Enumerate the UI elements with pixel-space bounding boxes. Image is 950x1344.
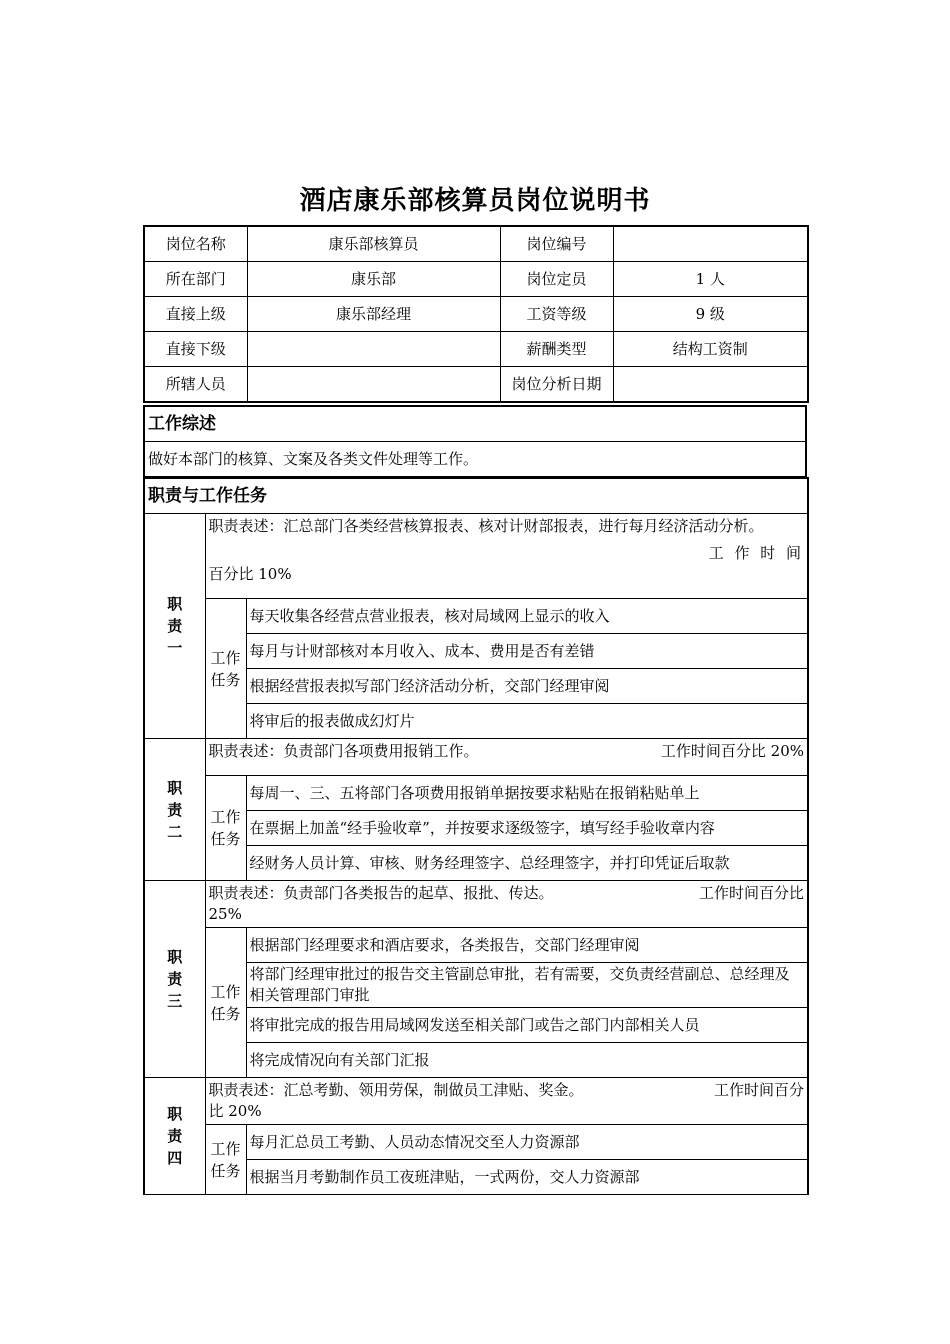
duty-label: 职责三: [144, 881, 205, 1078]
info-row: [144, 262, 808, 297]
info-value: [247, 332, 500, 367]
info-value: [613, 226, 808, 262]
info-value: [613, 367, 808, 403]
info-key: 所辖人员: [144, 367, 247, 403]
info-key: 岗位定员: [500, 262, 613, 297]
info-value: 康乐部: [247, 262, 500, 297]
info-key: 工资等级: [500, 297, 613, 332]
duty-description: 职责表述：汇总部门各类经营核算报表、核对计财部报表，进行每月经济活动分析。: [208, 517, 764, 535]
info-key: 直接上级: [144, 297, 247, 332]
info-key: 岗位分析日期: [500, 367, 613, 403]
info-row: [144, 367, 808, 403]
info-value: 1 人: [613, 262, 808, 297]
duty-label: 职责二: [144, 739, 205, 881]
info-value: [247, 367, 500, 403]
task-item: 根据经营报表拟写部门经济活动分析，交部门经理审阅: [246, 669, 808, 704]
duty-description-row: [144, 739, 808, 776]
info-key: 薪酬类型: [500, 332, 613, 367]
duty-time-share: 工作时间百分比 20%: [660, 742, 805, 760]
duty-label: 职责一: [144, 514, 205, 739]
duties-table: [143, 477, 809, 1195]
duty-time-share-cont: 百分比 10%: [208, 565, 292, 583]
summary-text: 做好本部门的核算、文案及各类文件处理等工作。: [144, 442, 806, 477]
duty-description: 职责表述：负责部门各项费用报销工作。: [208, 742, 479, 760]
duties-heading: 职责与工作任务: [144, 478, 808, 514]
task-item: 将审批完成的报告用局域网发送至相关部门或告之部门内部相关人员: [246, 1008, 808, 1043]
task-item: 每月汇总员工考勤、人员动态情况交至人力资源部: [246, 1125, 808, 1160]
task-label: 工作任务: [205, 928, 246, 1078]
info-row: [144, 297, 808, 332]
task-label: 工作任务: [205, 599, 246, 739]
duty-label: 职责四: [144, 1078, 205, 1195]
duty-time-share: 工作时间百分比: [699, 884, 805, 902]
task-item: 每月与计财部核对本月收入、成本、费用是否有差错: [246, 634, 808, 669]
position-info-table: [143, 225, 809, 403]
duty-time-share-cont: 25%: [208, 905, 242, 923]
duty-description-row: [144, 1078, 808, 1125]
task-item: 将审后的报表做成幻灯片: [246, 704, 808, 739]
info-key: 直接下级: [144, 332, 247, 367]
duty-description: 职责表述：汇总考勤、领用劳保，制做员工津贴、奖金。: [208, 1081, 584, 1099]
document-title: 酒店康乐部核算员岗位说明书: [299, 186, 651, 216]
info-key: 岗位名称: [144, 226, 247, 262]
info-value: 康乐部经理: [247, 297, 500, 332]
info-value: 9 级: [613, 297, 808, 332]
duty-time-share: 工 作 时 间: [708, 544, 805, 562]
info-value: 康乐部核算员: [247, 226, 500, 262]
task-item: 每天收集各经营点营业报表，核对局域网上显示的收入: [246, 599, 808, 634]
duty-description: 职责表述：负责部门各类报告的起草、报批、传达。: [208, 884, 554, 902]
info-row: [144, 332, 808, 367]
info-key: 所在部门: [144, 262, 247, 297]
task-item: 经财务人员计算、审核、财务经理签字、总经理签字，并打印凭证后取款: [246, 846, 808, 881]
info-row: [144, 226, 808, 262]
duty-time-share: 工作时间百分: [714, 1081, 805, 1099]
work-summary-table: [143, 405, 807, 477]
duty-time-share-cont: 比 20%: [208, 1102, 262, 1120]
task-item: 将部门经理审批过的报告交主管副总审批，若有需要，交负责经营副总、总经理及相关管理部门审批: [246, 963, 808, 1008]
info-value: 结构工资制: [613, 332, 808, 367]
task-item: 每周一、三、五将部门各项费用报销单据按要求粘贴在报销粘贴单上: [246, 776, 808, 811]
info-key: 岗位编号: [500, 226, 613, 262]
task-item: 根据部门经理要求和酒店要求，各类报告，交部门经理审阅: [246, 928, 808, 963]
task-item: 在票据上加盖“经手验收章”，并按要求逐级签字，填写经手验收章内容: [246, 811, 808, 846]
task-label: 工作任务: [205, 1125, 246, 1195]
task-item: 根据当月考勤制作员工夜班津贴，一式两份，交人力资源部: [246, 1160, 808, 1195]
duty-description-row: [144, 881, 808, 928]
task-label: 工作任务: [205, 776, 246, 881]
duty-description-row: [144, 514, 808, 599]
task-item: 将完成情况向有关部门汇报: [246, 1043, 808, 1078]
summary-heading: 工作综述: [144, 406, 806, 442]
